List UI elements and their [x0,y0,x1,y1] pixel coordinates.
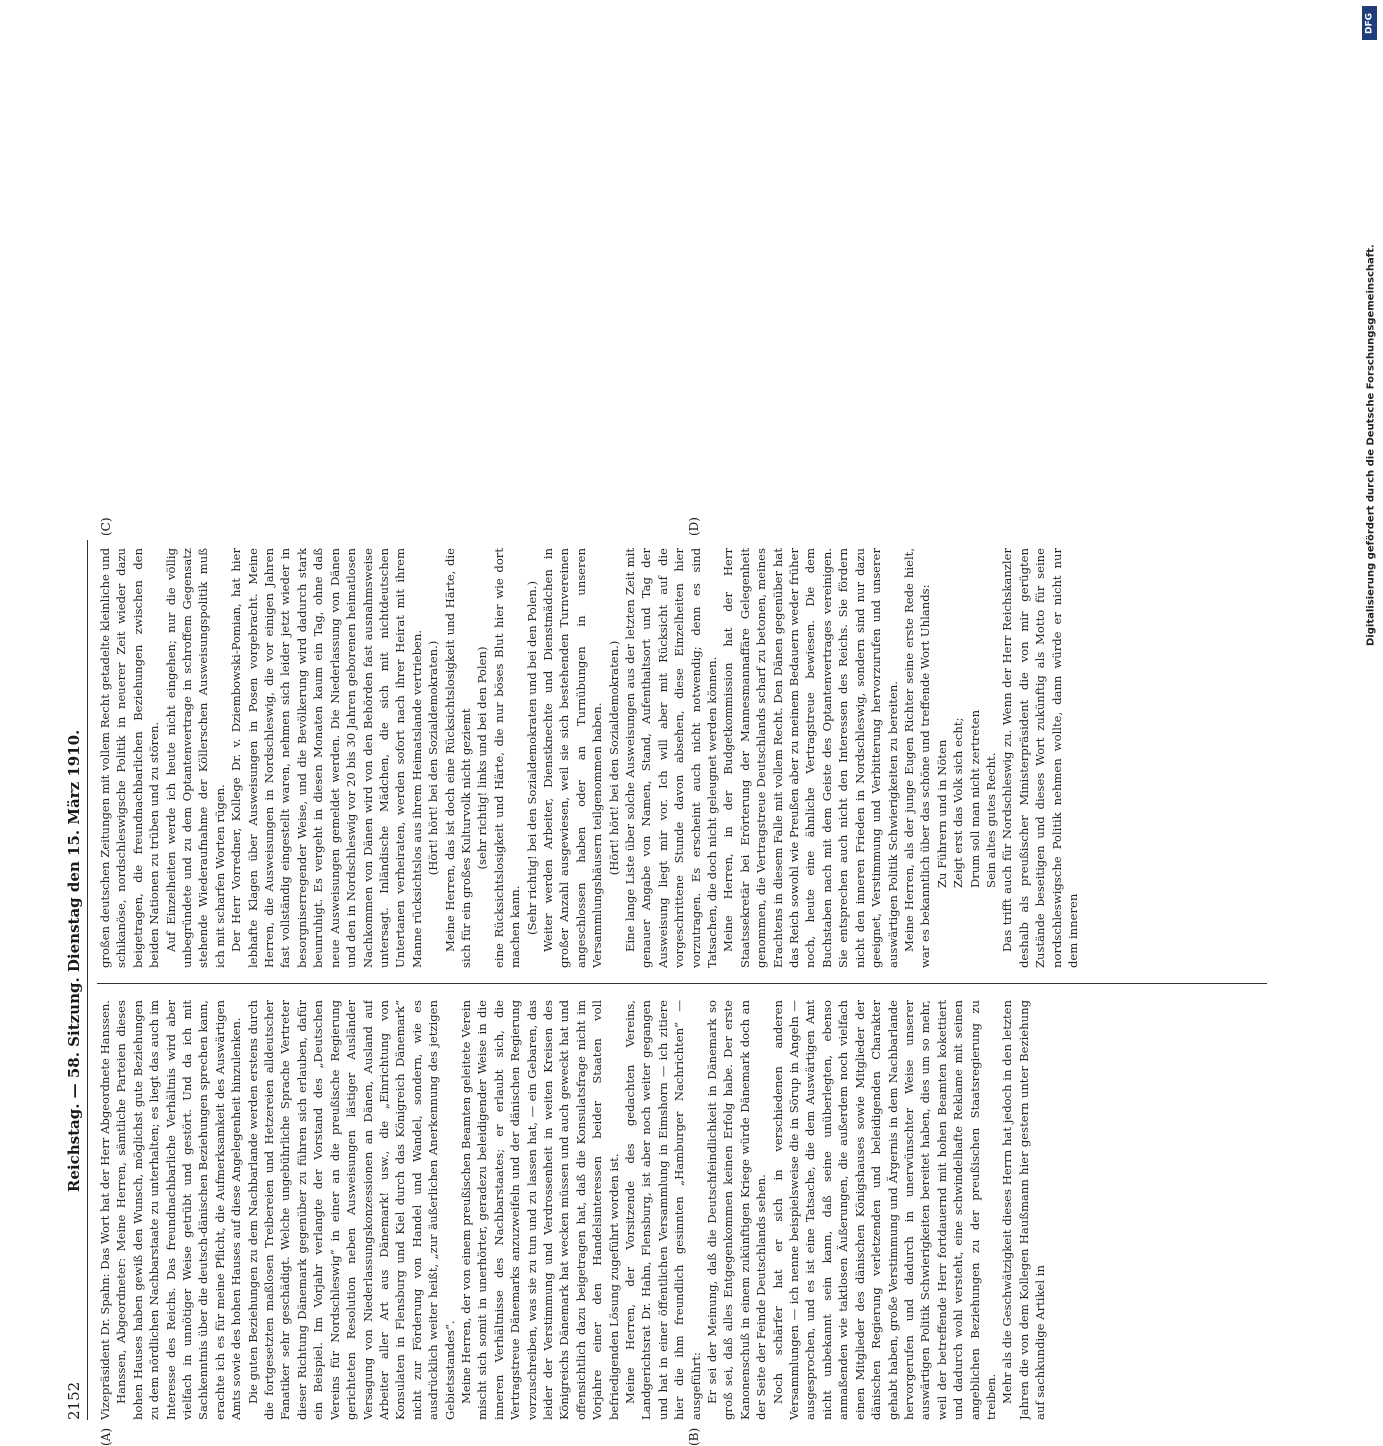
page-number: 2152 [65,1381,83,1420]
paragraph: Der Herr Vorredner, Kollege Dr. v. Dziembowski-Pomian, hat hier lebhafte Klagen über Ausweisungen in Posen vorgebracht. Meine Herren, die Ausweisungen in Nordschleswig, die vor einigen Jahren fast vollständig eingestellt waren, nehmen sich leider jetzt wieder in besorgniserregender Weise, und die Bevölkerung wird dadurch stark beunruhigt. Es vergeht in diesen Monaten kaum ein Tag, ohne daß neue Ausweisungen gemeldet werden. Die Niederlassung von Dänen und den in Nordschleswig vor 20 bis 30 Jahren geborenen heimatlosen Nachkommen von Dänen wird von den Behörden fast ausnahmsweise untersagt. Inländische Mädchen, die sich mit nichtdeutschen Untertanen verheiraten, werden sofort nach ihrer Heirat mit ihrem Manne rücksichtslos aus ihrem Heimatslande vertrieben. [229,548,424,968]
paragraph: Die guten Beziehungen zu dem Nachbarlande werden erstens durch die fortgesetzten maßlosen Treibereien und Hetzereien alldeutscher Fanatiker sehr geschädigt. Welche ungebührliche Sprache Vertreter dieser Richtung Dänemark gegenüber zu führen sich erlauben, dafür ein Beispiel. Im Vorjahr verlangte der Vorstand des „Deutschen Vereins für Nordschleswig“ in einer an die preußische Regierung gerichteten Resolution neben Ausweisungen lästiger Ausländer Versagung von Niederlassungskonzessionen an Dänen, Ausland auf Arbeiter aller Art aus Dänemark! usw., die „Einrichtung von Konsulaten in Flensburg und Kiel durch das Königreich Dänemark“ nicht zur Förderung von Handel und Wandel, sondern, wie es ausdrücklich weiter heißt, „zur äußerlichen Anerkennung des jetzigen Gebietsstandes“. [245,1000,457,1420]
paragraph: Zu Führern und in Nöten [934,739,949,888]
paragraph: Hanssen, Abgeordneter: Meine Herren, sämtliche Parteien dieses hohen Hauses haben gewiß den Wunsch, möglichst gute Beziehungen zu dem nördlichen Nachbarstaate zu unterhalten; es liegt das auch im Interesse des Reichs. Das freundnachbarliche Verhältnis wird aber vielfach in unnötiger Weise getrübt und gestört. Und da ich mit Sachkenntnis über die deutsch-dänischen Beziehungen sprechen kann, erachte ich es für meine Pflicht, die Aufmerksamkeit des Auswärtigen Amts sowie des hohen Hauses auf diese Angelegenheit hinzulenken. [114,1000,244,1420]
rotated-page [61,80,1281,1446]
marker-c: (C) [99,517,113,536]
digitization-note: Digitalisierung gefördert durch die Deutsche Forschungsgemeinschaft. [1365,244,1377,646]
paragraph: Meine Herren, als der junge Eugen Richter seine erste Rede hielt, war es bekanntlich über das schöne und treffende Wort Uhlands: [901,548,933,968]
paragraph: eine Rücksichtslosigkeit und Härte, die nur böses Blut hier wie dort machen kann. [491,548,523,968]
dfg-logo: DFG [1362,6,1377,40]
paragraph: Vizepräsident Dr. Spahn: Das Wort hat der Herr Abgeordnete Hanssen. [98,1000,112,1420]
paragraph: Zeigt erst das Volk sich echt; [951,717,966,888]
paragraph: Er sei der Meinung, daß die Deutschfeindlichkeit in Dänemark so groß sei, daß alles Entgegenkommen keinen Erfolg habe. Der erste Kanonenschuß in einem zukünftigen Kriege würde Dänemark doch an der Seite der Feinde Deutschlands sehen. [705,1000,769,1420]
paragraph: Meine Herren, der von einem preußischen Beamten geleitete Verein mischt sich somit in unerhörter, geradezu beleidigender Weise in die inneren Verhältnisse des Nachbarstaates; er erlaubt sich, die Vertragstreue Dänemarks anzuzweifeln und der dänischen Regierung vorzuschreiben, was sie zu tun und zu lassen hat, — ein Gebaren, das leider der Verstimmung und Verdrossenheit in weiten Kreisen des Königreichs Dänemark hat wecken müssen und auch geweckt hat und offensichtlich dazu beigetragen hat, daß die Konsulatsfrage nicht im Vorjahre einer den Handelsinteressen beider Staaten voll befriedigenden Lösung zugeführt worden ist. [458,1000,621,1420]
marker-a: (A) [99,1427,113,1446]
header-title: Reichstag. — 58. Sitzung. Dienstag den 15. März 1910. [65,729,83,1193]
marker-d: (D) [687,517,701,536]
paragraph: Das trifft auch für Nordschleswig zu. Wenn der Herr Reichskanzler deshalb als preußischer Ministerpräsident die von mir gerügten Zustände beseitigen und dieses Wort zukünftig als Motto für seine nordschleswigsche Politik nehmen wollte, dann würde er nicht nur dem inneren [1000,548,1080,968]
paragraph: (sehr richtig! links und bei den Polen) [475,646,490,870]
right-column [97,548,1267,968]
paragraph: Drum soll man nicht zertreten [967,709,982,888]
text-body [97,517,1277,1446]
paragraph: (Hört! hört! bei den Sozialdemokraten.) [426,640,441,876]
column-divider [97,983,1267,984]
paragraph: Meine Herren, in der Budgetkommission hat der Herr Staatssekretär bei Erörterung der Mannesmannaffäre Gelegenheit genommen, die Vertragstreue Deutschlands scharf zu betonen, meines Erachtens in diesem Falle mit vollem Recht. Den Dänen gegenüber hat das Reich sowohl wie Preußen aber zu meinem Bedauern weder früher noch, heute eine ähnliche Vertragstreue bewiesen. Die dem Buchstaben nach mit dem Geiste des Optantenvertrages vereinigen. Sie entsprechen auch nicht den Interessen des Reichs. Sie fördern nicht den inneren Frieden in Nordschleswig, sondern sind nur dazu geeignet, Verstimmung und Verbitterung hervorzurufen und unserer auswärtigen Politik Schwierigkeiten zu bereiten. [721,548,900,968]
paragraph: Meine Herren, der Vorsitzende des gedachten Vereins, Landgerichtsrat Dr. Hahn, Flensburg, ist aber noch weiter gegangen und hat in einer öffentlichen Versammlung in Eimshorn — ich zitiere hier die ihm freundlich gesinnten „Hamburger Nachrichten“ — ausgeführt: [623,1000,703,1420]
left-column [97,1000,1267,1420]
paragraph: (Sehr richtig! bei den Sozialdemokraten und bei den Polen.) [524,581,539,935]
paragraph: Auf Einzelheiten werde ich heute nicht eingehen; nur die völlig unbegründete und zu dem Optantenvertrage in schroffem Gegensatz stehende Wiederaufnahme der Köllerschen Ausweisungspolitik muß ich mit scharfen Worten rügen. [163,548,227,968]
paragraph: Weiter werden Arbeiter, Dienstknechte und Dienstmädchen in großer Anzahl ausgewiesen, weil sie sich bestehenden Turnvereinen angeschlossen haben oder an Turnübungen in unseren Versammlungshäusern teilgenommen haben. [540,548,605,968]
paragraph: Sein altes gutes Recht. [983,752,998,888]
paragraph: großen deutschen Zeitungen mit vollem Recht getadelte kleinliche und schikanöse, nordschleswigsche Politik in neuerer Zeit wieder dazu beigetragen, die freundnachbarlichen Beziehungen zwischen den beiden Nationen zu trüben und zu stören. [98,548,162,968]
paragraph: Mehr als die Geschwätzigkeit dieses Herrn hat jedoch in den letzten Jahren die von dem Kollegen Haußmann hier gestern unter Beziehung auf sachkundige Artikel in [1000,1000,1048,1420]
marker-b: (B) [687,1427,701,1446]
paragraph: (Hört! hört! bei den Sozialdemokraten.) [606,640,621,876]
paragraph: Meine Herren, das ist doch eine Rücksichtslosigkeit und Härte, die sich für ein großes Kulturvolk nicht geziemt [442,548,473,968]
paragraph: Eine lange Liste über solche Ausweisungen aus der letzten Zeit mit genauer Angabe von Namen, Stand, Aufenthaltsort und Tag der Ausweisung liegt mir vor. Ich will aber mit Rücksicht auf die vorgeschrittene Stunde davon absehen, diese Einzelheiten hier vorzutragen. Es erscheint auch nicht notwendig; denn es sind Tatsachen, die doch nicht geleugnet werden können. [623,548,720,968]
page-content [61,80,1281,1446]
page-header [61,540,88,1420]
paragraph: Noch schärfer hat er sich in verschiedenen anderen Versammlungen — ich nenne beispielsweise die in Sörup in Angeln — ausgesprochen, und es ist eine Tatsache, die dem Auswärtigen Amt nicht unbekannt sein kann, daß seine unüberlegten, ebenso anmaßenden wie taktlosen Äußerungen, die außerdem noch vielfach einen Mitglieder des dänischen Königshauses sowie Mitglieder der dänischen Regierung verletzenden und beleidigenden Charakter gehabt haben, große Verstimmung und Ärgernis in dem Nachbarlande hervorgerufen und dadurch in unerwünschter Weise unserer auswärtigen Politik Schwierigkeiten bereitet haben, dies um so mehr, weil der betreffende Herr fortdauernd mit hohen Beamten kokettiert und dadurch wohl versteht, eine schwindelhafte Reklame mit seinen angeblichen Beziehungen zu der preußischen Staatsregierung zu treiben. [770,1000,998,1420]
